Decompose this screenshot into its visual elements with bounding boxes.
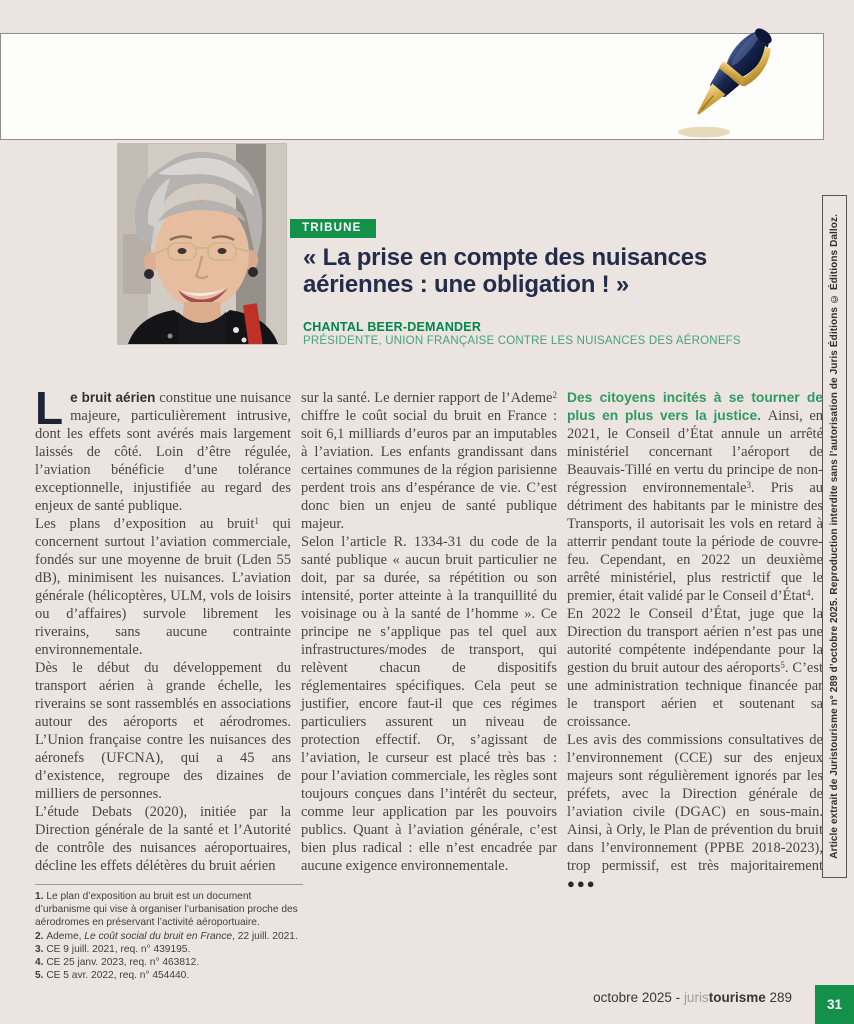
body-paragraph [35,382,291,515]
text-segment-bold: e bruit aérien [70,390,160,405]
footer-issue-line [593,990,792,1005]
text-segment: , 22 juill. 2021. [232,930,298,942]
article-title [303,244,773,298]
text-segment-dropcap: L [35,382,64,434]
text-segment-italic: Le coût social du bruit en France [84,930,233,942]
footer-brand-tourisme: tourisme [708,990,766,1005]
footnotes-list [35,884,303,982]
kicker-tribune [290,219,376,238]
author-name: CHANTAL BEER-DEMANDER [303,320,482,334]
footnote-item [35,943,303,956]
text-segment-sup: 2 [552,390,557,400]
text-segment: Les plans d’exposition au bruit [35,516,255,532]
text-segment-num: 2. [35,930,47,942]
body-paragraph [35,515,291,659]
footnote-item [35,969,303,982]
text-segment-num: 4. [35,957,47,969]
text-segment: CE 5 avr. 2022, req. n° 454440. [46,970,190,982]
author-role: PRÉSIDENTE, UNION FRANÇAISE CONTRE LES NUISANCES DES AÉRONEFS [303,335,741,347]
text-segment: Ademe, [46,930,85,942]
text-segment: L’étude Debats (2020), initiée par la Direction générale de la santé et l’Autorité de contrôle des nuisances aéroportuaires, décline les effets délétères du bruit aérien [35,804,291,874]
footer-brand-juris: juris [683,990,709,1005]
article-column [301,389,557,881]
article-title-line2: aériennes : une obligation ! » [303,271,630,298]
body-paragraph [35,659,291,803]
footnote-item [35,956,303,969]
author-photo [117,143,287,345]
body-paragraph [567,731,823,893]
footer-issue-number: 289 [765,990,792,1005]
copyright-sidebar [822,195,847,878]
body-paragraph [567,389,823,605]
text-segment: Le plan d’exposition au bruit est un document d’urbanisme qui vise à organiser l’urbanisation proche des aérodromes en préservant l’activité aéroportuaire. [35,891,298,929]
text-segment-sup: 1 [254,516,259,526]
text-segment-sup: 4 [805,588,811,598]
text-segment: CE 25 janv. 2023, req. n° 463812. [46,957,200,969]
footer-date: octobre 2025 - [593,990,684,1005]
page-number: 31 [826,997,843,1012]
text-segment: . C’est une administration technique financée par le transport aérien et soutenant sa croissance. [567,660,824,730]
text-segment: . [810,588,815,604]
text-segment: En 2022 le Conseil d’État, juge que la Direction du transport aérien n’est pas une autorité compétente indépendante pour la gestion du bruit autour des aéroports [567,606,823,676]
footnote-item [35,890,303,930]
copyright-text: Article extrait de Juristourisme n° 289 d’octobre 2025. Reproduction interdite sans l’autorisation de Juris Éditions © Éditions Dalloz. [829,214,840,859]
text-segment: Les avis des commissions consultatives de l’environnement (CCE) sur des enjeux majeurs sont régulièrement ignorés par les préfets, avec la Direction générale de l’aviation civile (DGAC) en sous-main. Ainsi, à Orly, le Plan de prévention du bruit dans l’environnement (PPBE 2018-2023), trop permissif, est très majoritairement [567,732,823,874]
text-segment: Dès le début du développement du transport aérien à grande échelle, les riverains se sont rassemblés en associations autour des aéroports et aérodromes. L’Union française contre les nuisances des aéronefs (UFCNA), qui a 45 ans d’existence, regroupe des dizaines de milliers de personnes. [35,660,291,802]
article-title-line1: « La prise en compte des nuisances [303,244,708,271]
kicker-label: TRIBUNE [302,222,362,234]
text-segment-green-lead: Des citoyens incités à se tourner de plus en plus vers la justice. [567,390,823,423]
body-paragraph [301,533,557,875]
text-segment: Selon l’article R. 1334-31 du code de la santé publique « aucun bruit particulier ne doit, par sa durée, sa répétition ou son intensité, porter atteinte à la tranquillité du voisinage ou à la santé de l’homme ». Ce principe ne s’applique pas tel quel aux infrastructures/modes de transport, qui relèvent chacun de dispositifs réglementaires spécifiques. Cela peut se justifier, encore faut-il que ces régimes particuliers assurent un niveau de protection effectif. Or, s’agissant de l’aviation, le curseur est placé très bas : pour l’aviation commerciale, les règles sont toujours conçues dans l’intérêt du secteur, comme leur application par les pouvoirs publics. Quant à l’aviation générale, c’est bien plus radical : elle n’est encadrée par aucune exigence environnementale. [301,534,557,874]
footnote-item [35,930,303,943]
body-paragraph [567,605,823,731]
article-column [35,382,292,881]
article-columns [35,382,824,891]
fountain-pen-icon [665,16,795,141]
text-segment-sup: 5 [780,660,785,670]
text-segment-num: 3. [35,943,47,955]
body-paragraph [301,389,557,533]
body-paragraph [35,803,291,875]
text-segment-num: 5. [35,970,47,982]
text-segment: constitue une nuisance majeure, particulièrement intrusive, dont les effets sont avérés mais largement laissés de côté. Loin d’être régulée, l’aviation bénéficie d’une tolérance exceptionnelle, injustifiée au regard des enjeux de santé publique. [35,390,291,514]
text-segment-dots: ●●● [567,876,597,891]
text-segment: . Pris au détriment des habitants par le ministre des Transports, il autorisait les vols en retard à atterrir pendant toute la période de couvre-feu. Cependant, en 2022 un deuxième arrêté ministériel, plus restrictif que le premier, était validé par le Conseil d’État [567,480,824,604]
text-segment: chiffre le coût social du bruit en France : soit 6,1 milliards d’euros par an imputables à l’aviation. Les enfants grandissant dans certaines communes de la région parisienne perdent trois ans d’espérance de vie. C’est donc bien un enjeu de santé publique majeur. [301,408,557,532]
text-segment: CE 9 juill. 2021, req. n° 439195. [46,943,191,955]
page-number-box [815,985,854,1024]
text-segment: Ainsi, en 2021, le Conseil d’État annule un arrêté ministériel concernant l’aéroport de Beauvais-Tillé en vertu du principe de non-régression environnementale [567,408,824,496]
text-segment-sup: 3 [746,480,752,490]
text-segment-num: 1. [35,891,47,902]
text-segment: qui concernent surtout l’aviation commerciale, fondés sur une moyenne de bruit (Lden 55 dB), minimisent les nuisances. L’aviation générale (hélicoptères, ULM, vols de loisirs ou d’affaires) survole librement les riverains, sans aucune contrainte environnementale. [35,516,292,658]
article-column [567,389,824,891]
text-segment: sur la santé. Le dernier rapport de l’Ademe [301,390,553,406]
masthead-band [0,33,824,140]
